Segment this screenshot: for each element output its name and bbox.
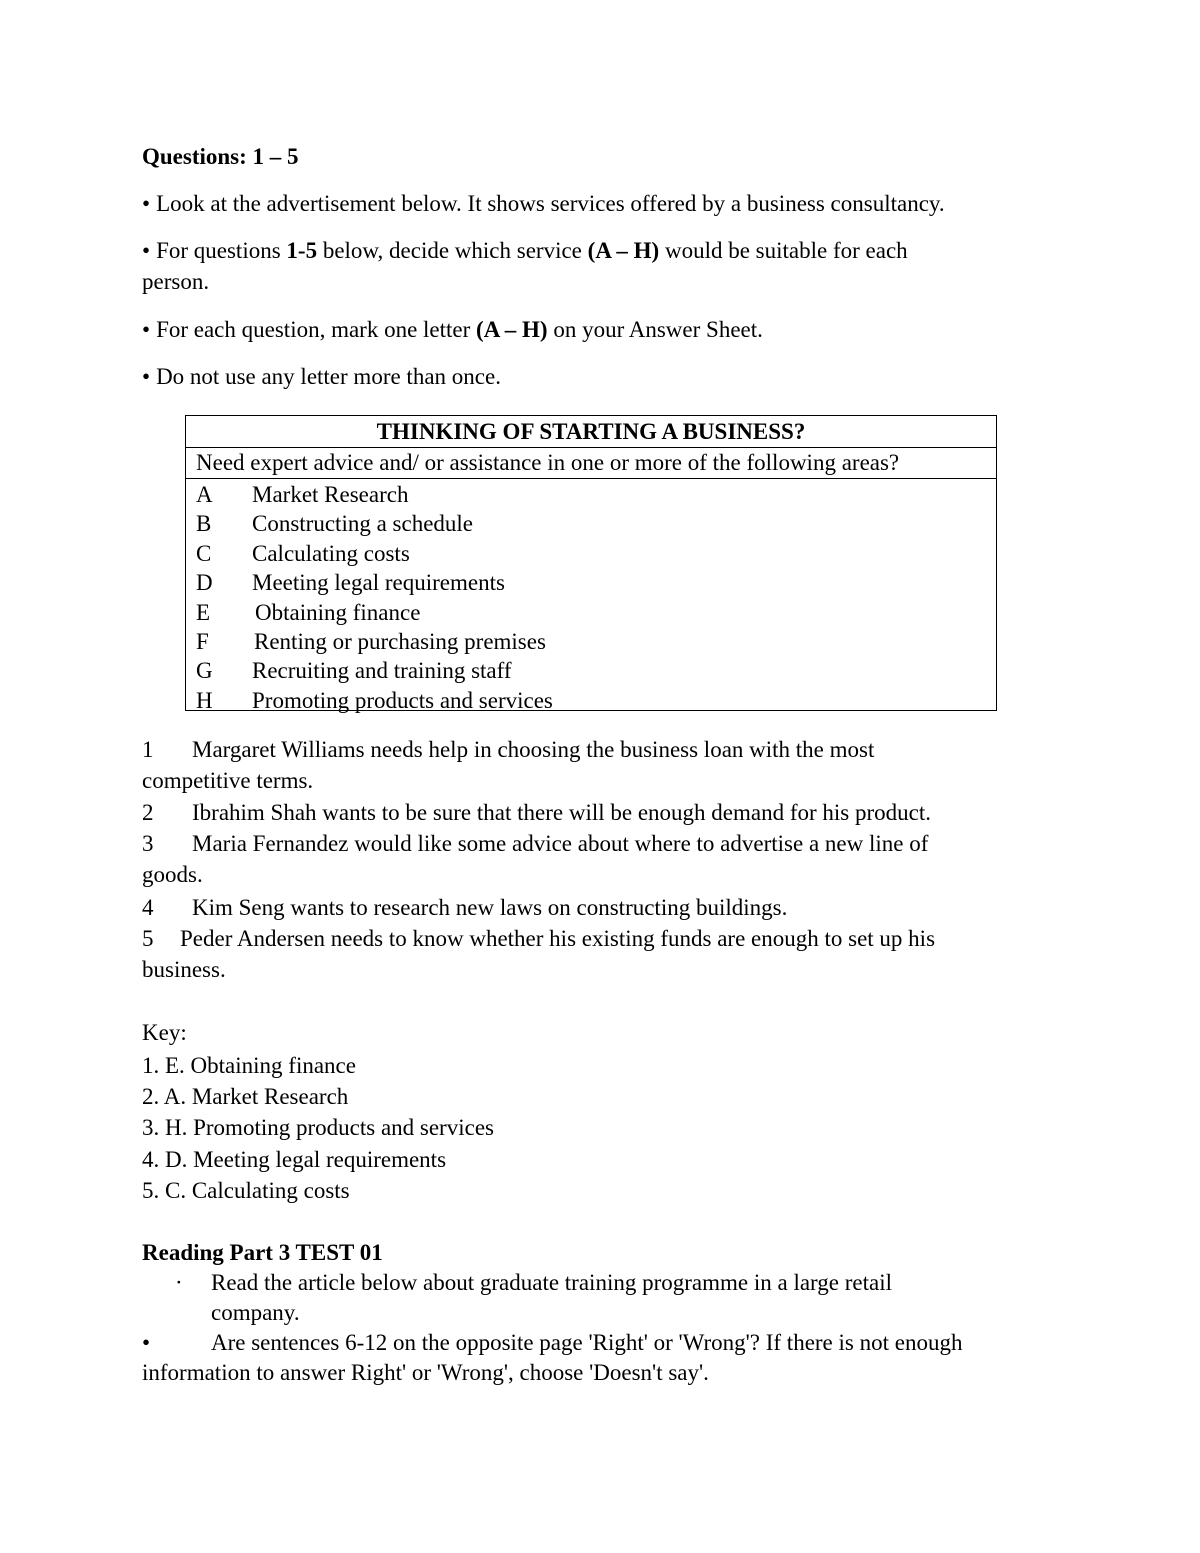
instruction-3-text-b: on your Answer Sheet. — [547, 317, 763, 342]
service-label: Calculating costs — [252, 540, 410, 566]
instruction-2-text-a: For questions — [156, 238, 287, 263]
bullet: • — [142, 1330, 151, 1355]
service-item-d — [186, 568, 996, 597]
key-answer-1: 1. E. Obtaining finance — [142, 1053, 356, 1078]
question-5 — [142, 924, 935, 954]
advertisement-box — [185, 415, 997, 711]
service-label: Recruiting and training staff — [252, 658, 512, 684]
service-letter: F — [196, 628, 209, 654]
reading-instruction-2: Are sentences 6-12 on the opposite page 'Right' or 'Wrong'? If there is not enough — [211, 1330, 963, 1355]
service-letter: B — [196, 511, 212, 537]
question-text: Ibrahim Shah wants to be sure that there will be enough demand for his product. — [192, 800, 932, 825]
question-text: Maria Fernandez would like some advice about where to advertise a new line of — [192, 831, 929, 856]
key-answer-4: 4. D. Meeting legal requirements — [142, 1147, 447, 1172]
small-bullet: · — [175, 1270, 183, 1295]
instruction-2 — [142, 236, 908, 266]
question-text: Kim Seng wants to research new laws on constructing buildings. — [192, 895, 788, 920]
instruction-4-text: Do not use any letter more than once. — [156, 364, 501, 389]
service-letter: G — [196, 658, 213, 684]
service-item-f — [186, 627, 996, 656]
service-item-h — [186, 686, 996, 715]
question-3 — [142, 829, 928, 859]
advertisement-title: THINKING OF STARTING A BUSINESS? — [186, 416, 996, 448]
question-3-continued: goods. — [142, 862, 203, 887]
question-text: Peder Andersen needs to know whether his existing funds are enough to set up his — [180, 926, 936, 951]
key-answer-5: 5. C. Calculating costs — [142, 1178, 350, 1203]
key-answer-3: 3. H. Promoting products and services — [142, 1115, 494, 1140]
question-number: 2 — [142, 800, 154, 825]
advertisement-service-list — [186, 479, 996, 715]
instruction-4 — [142, 362, 501, 392]
service-letter: H — [196, 687, 213, 713]
service-label: Promoting products and services — [252, 687, 553, 713]
service-label: Obtaining finance — [255, 599, 421, 625]
question-number: 1 — [142, 737, 154, 762]
question-1 — [142, 735, 874, 765]
question-5-continued: business. — [142, 957, 226, 982]
service-letter: C — [196, 540, 212, 566]
reading-part3-heading: Reading Part 3 TEST 01 — [142, 1240, 383, 1265]
service-item-a — [186, 480, 996, 509]
service-letter: E — [196, 599, 211, 625]
bullet: • — [142, 364, 151, 389]
reading-instruction-1-continued: company. — [211, 1300, 300, 1325]
reading-instruction-2-continued: information to answer Right' or 'Wrong', choose 'Doesn't say'. — [142, 1360, 709, 1385]
question-1-continued: competitive terms. — [142, 768, 314, 793]
instruction-2-bold-letters: (A – H) — [587, 238, 660, 263]
service-label: Renting or purchasing premises — [254, 628, 546, 654]
key-heading: Key: — [142, 1020, 187, 1045]
service-letter: A — [196, 482, 213, 507]
instruction-2-text-c: would be suitable for each — [659, 238, 908, 263]
questions-heading: Questions: 1 – 5 — [142, 144, 299, 169]
question-number: 5 — [142, 926, 154, 951]
instruction-1-text: Look at the advertisement below. It shows services offered by a business consultancy. — [156, 191, 945, 216]
question-text: Margaret Williams needs help in choosing the business loan with the most — [192, 737, 875, 762]
service-label: Constructing a schedule — [252, 511, 474, 537]
bullet: • — [142, 317, 151, 342]
bullet: • — [142, 238, 151, 263]
reading-instruction-1: Read the article below about graduate training programme in a large retail — [211, 1270, 892, 1295]
bullet: • — [142, 191, 151, 216]
instruction-3 — [142, 315, 763, 345]
service-label: Market Research — [252, 482, 409, 507]
service-item-b — [186, 509, 996, 538]
instruction-2-continued: person. — [142, 269, 210, 294]
key-answer-2: 2. A. Market Research — [142, 1084, 349, 1109]
question-number: 3 — [142, 831, 154, 856]
instruction-3-bold-letters: (A – H) — [476, 317, 548, 342]
service-item-e — [186, 598, 996, 627]
instruction-1 — [142, 189, 945, 219]
instruction-2-text-b: below, decide which service — [317, 238, 588, 263]
question-2 — [142, 798, 931, 828]
advertisement-subtitle: Need expert advice and/ or assistance in one or more of the following areas? — [186, 448, 996, 479]
instruction-2-bold-range: 1-5 — [286, 238, 318, 263]
service-label: Meeting legal requirements — [252, 570, 505, 596]
question-4 — [142, 893, 787, 923]
service-item-g — [186, 656, 996, 685]
question-number: 4 — [142, 895, 154, 920]
service-letter: D — [196, 570, 213, 596]
service-item-c — [186, 539, 996, 568]
instruction-3-text-a: For each question, mark one letter — [156, 317, 477, 342]
